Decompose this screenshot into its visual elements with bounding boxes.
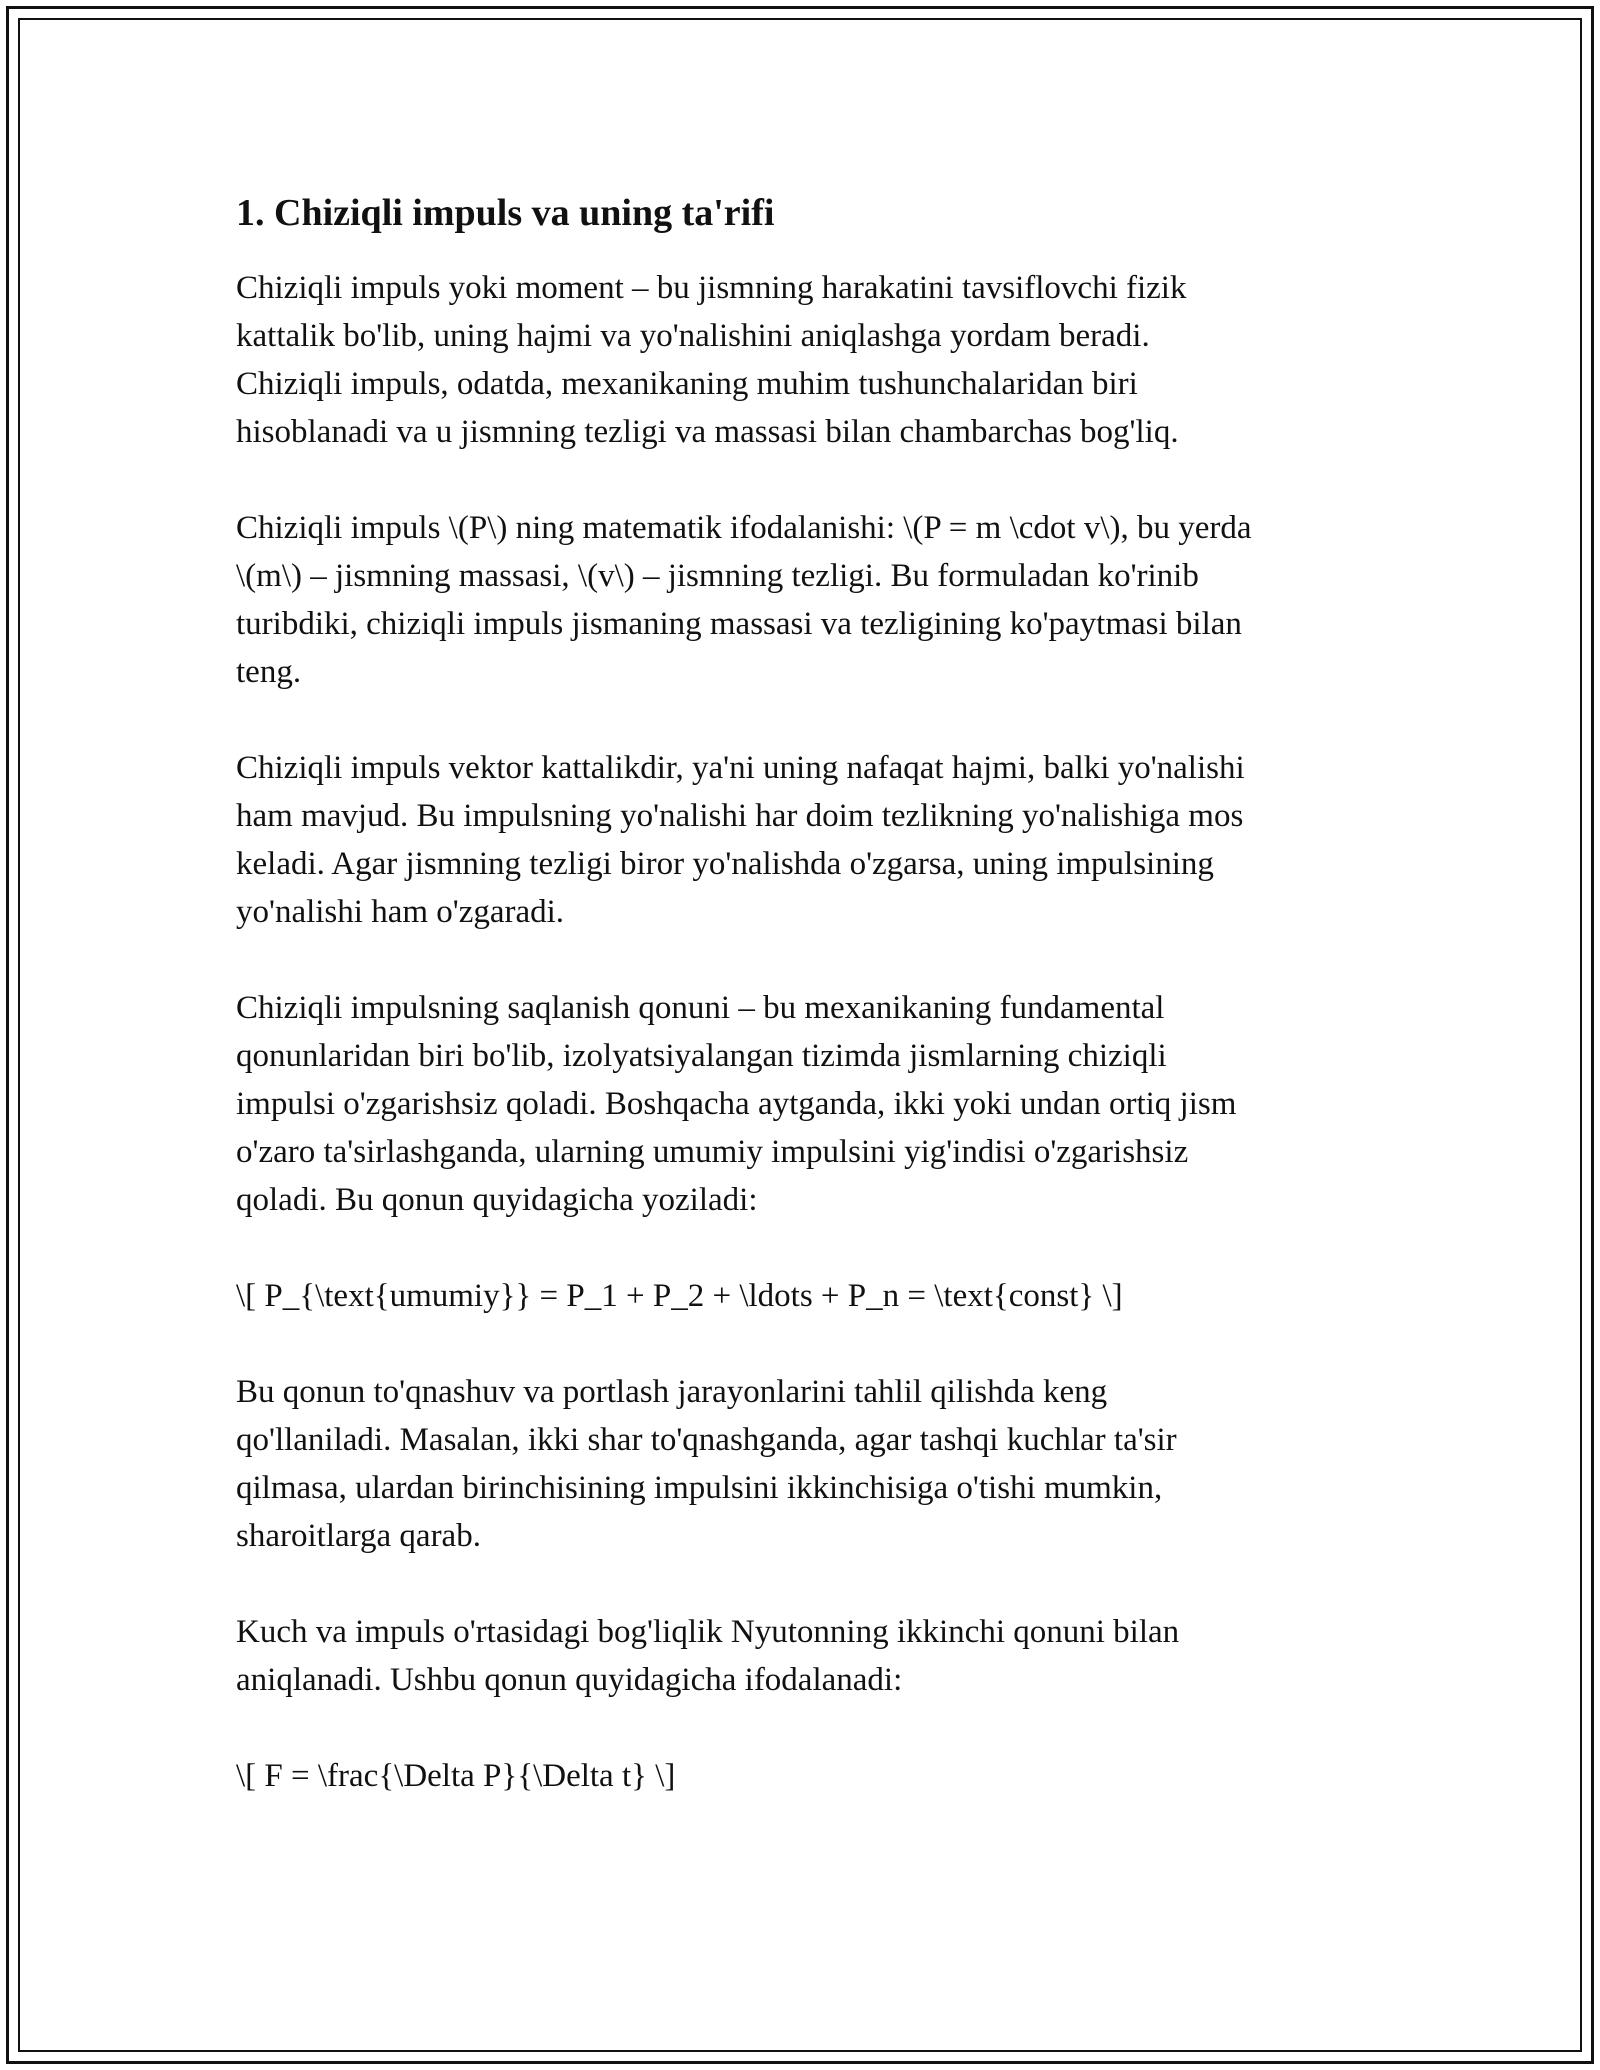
paragraph-newton-law: Kuch va impuls o'rtasidagi bog'liqlik Nyutonning ikkinchi qonuni bilan aniqlanadi. Ushbu qonun quyidagicha ifodalanadi: [236, 1614, 1180, 1698]
section-heading: 1. Chiziqli impuls va uning ta'rifi [236, 192, 775, 234]
equation-force: \[ F = \frac{\Delta P}{\Delta t} \] [236, 1758, 676, 1794]
paragraph-collision: Bu qonun to'qnashuv va portlash jarayonlarini tahlil qilishda keng qo'llaniladi. Masalan, ikki shar to'qnashganda, agar tashqi kuchlar ta'sir qilmasa, ulardan birinchisining impulsini ikkinchisiga o'tishi mumkin, sharoitlarga qarab. [236, 1374, 1177, 1554]
equation-conservation: \[ P_{\text{umumiy}} = P_1 + P_2 + \ldots + P_n = \text{const} \] [236, 1278, 1123, 1314]
paragraph-formula: Chiziqli impuls \(P\) ning matematik ifodalanishi: \(P = m \cdot v\), bu yerda \(m\) – jismning massasi, \(v\) – jismning tezligi. Bu formuladan ko'rinib turibdiki, chiziqli impuls jismaning massasi va tezligining ko'paytmasi bilan teng. [236, 510, 1252, 690]
paragraph-definition: Chiziqli impuls yoki moment – bu jismning harakatini tavsiflovchi fizik kattalik bo'lib, uning hajmi va yo'nalishini aniqlashga yordam beradi. Chiziqli impuls, odatda, mexanikaning muhim tushunchalaridan biri hisoblanadi va u jismning tezligi va massasi bilan chambarchas bog'liq. [236, 270, 1187, 450]
paragraph-vector: Chiziqli impuls vektor kattalikdir, ya'ni uning nafaqat hajmi, balki yo'nalishi ham mavjud. Bu impulsning yo'nalishi har doim tezlikning yo'nalishiga mos keladi. Agar jismning tezligi biror yo'nalishda o'zgarsa, uning impulsining yo'nalishi ham o'zgaradi. [236, 750, 1245, 930]
paragraph-conservation-law: Chiziqli impulsning saqlanish qonuni – bu mexanikaning fundamental qonunlaridan biri bo'lib, izolyatsiyalangan tizimda jismlarning chiziqli impulsi o'zgarishsiz qoladi. Boshqacha aytganda, ikki yoki undan ortiq jism o'zaro ta'sirlashganda, ularning umumiy impulsini yig'indisi o'zgarishsiz qoladi. Bu qonun quyidagicha yoziladi: [236, 990, 1237, 1218]
document-body [236, 186, 1386, 1800]
